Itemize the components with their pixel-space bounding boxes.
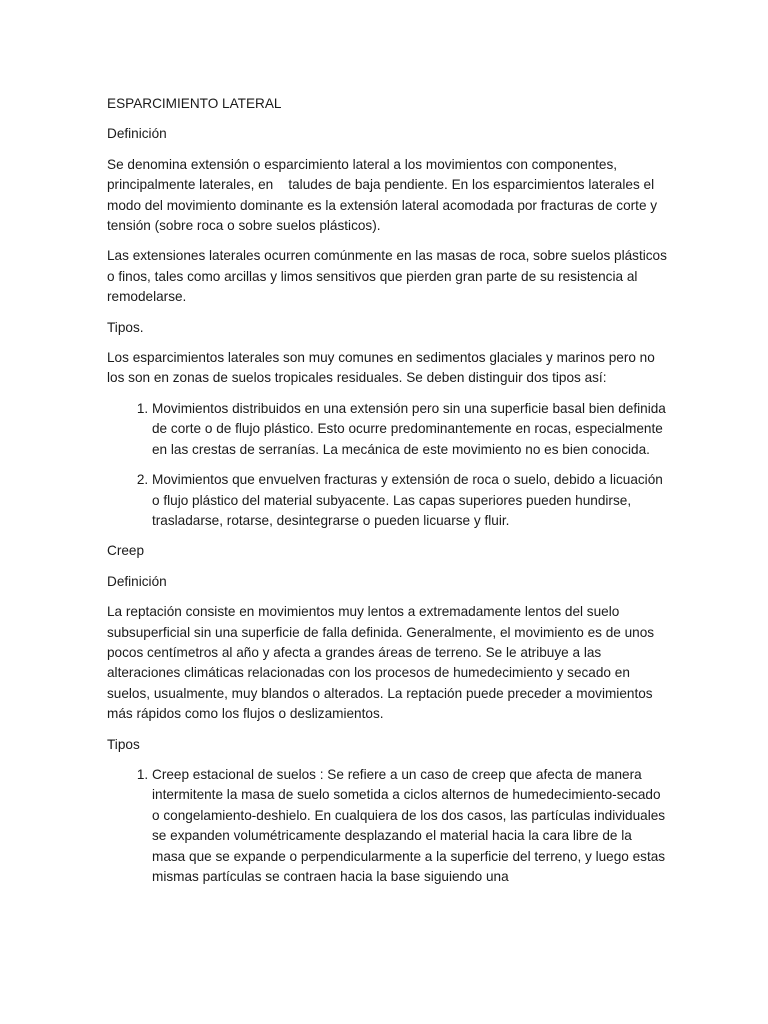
paragraph: La reptación consiste en movimientos muy lentos a extremadamente lentos del suelo subsuperficial sin una superficie de falla definida. Generalmente, el movimiento es de unos pocos centímetros al año y afecta a grandes áreas de terreno. Se le atribuye a las alteraciones climáticas relacionadas con los procesos de humedecimiento y secado en suelos, usualmente, muy blandos o alterados. La reptación puede preceder a movimientos más rápidos como los flujos o deslizamientos. <box>107 604 655 722</box>
section-title-creep: Creep <box>107 543 145 559</box>
types-label: Tipos. <box>107 319 144 335</box>
document-page <box>107 94 667 897</box>
list-item: 2. Movimientos que envuelven fracturas y extensión de roca o suelo, debido a licuación o flujo plástico del material subyacente. Las capas superiores pueden hundirse, trasladarse, rotarse, desintegrarse o pueden licuarse y fluir. <box>152 470 667 531</box>
definition-label: Definición <box>107 126 167 142</box>
paragraph: Los esparcimientos laterales son muy comunes en sedimentos glaciales y marinos pero no los son en zonas de suelos tropicales residuales. Se deben distinguir dos tipos así: <box>107 350 655 386</box>
types-list-esparcimiento <box>107 399 667 531</box>
list-item: 1. Creep estacional de suelos : Se refiere a un caso de creep que afecta de manera intermitente la masa de suelo sometida a ciclos alternos de humedecimiento-secado o congelamiento-deshielo. En cualquiera de los dos casos, las partículas individuales se expanden volumétricamente desplazando el material hacia la cara libre de la masa que se expande o perpendicularmente a la superficie del terreno, y luego estas mismas partículas se contraen hacia la base siguiendo una <box>152 765 667 887</box>
list-item: 1. Movimientos distribuidos en una extensión pero sin una superficie basal bien definida de corte o de flujo plástico. Esto ocurre predominantemente en rocas, especialmente en las crestas de serranías. La mecánica de este movimiento no es bien conocida. <box>152 399 667 460</box>
paragraph: Las extensiones laterales ocurren comúnmente en las masas de roca, sobre suelos plásticos o finos, tales como arcillas y limos sensitivos que pierden gran parte de su resistencia al remodelarse. <box>107 248 667 305</box>
types-list-creep <box>107 765 667 887</box>
section-title-esparcimiento: ESPARCIMIENTO LATERAL <box>107 96 282 111</box>
paragraph: Se denomina extensión o esparcimiento lateral a los movimientos con componentes, principalmente laterales, en taludes de baja pendiente. En los esparcimientos laterales el modo del movimiento dominante es la extensión lateral acomodada por fracturas de corte y tensión (sobre roca o sobre suelos plásticos). <box>107 156 661 234</box>
definition-label: Definición <box>107 573 167 589</box>
types-label: Tipos <box>107 736 140 752</box>
